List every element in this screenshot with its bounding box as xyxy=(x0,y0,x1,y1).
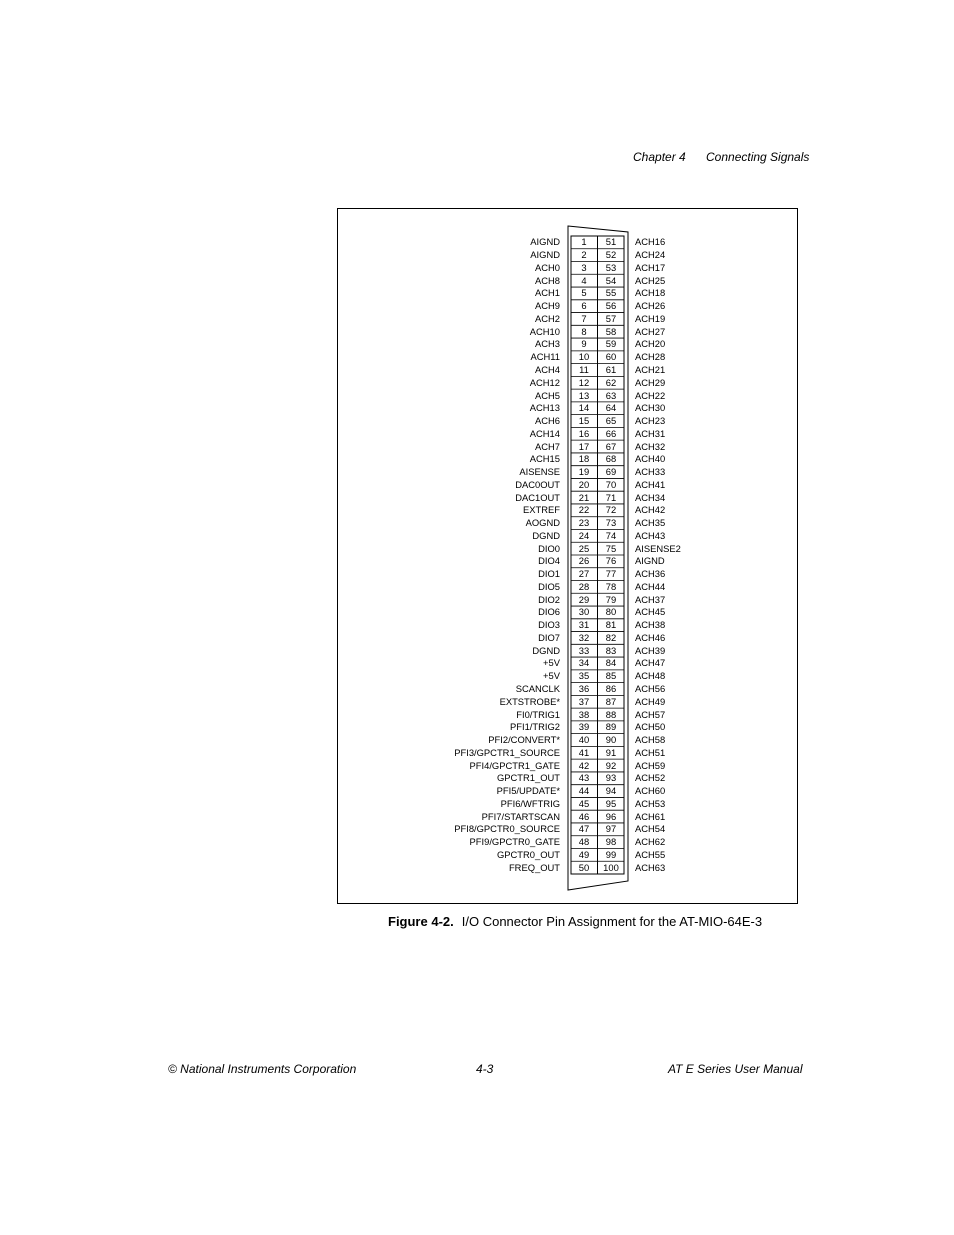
pin-signal-right: ACH23 xyxy=(635,415,666,427)
pin-number-right: 81 xyxy=(605,619,617,631)
pin-number-left: 50 xyxy=(578,861,590,873)
pin-signal-left: ACH13 xyxy=(529,402,560,414)
pin-number-right: 86 xyxy=(605,682,617,694)
pin-signal-right: ACH45 xyxy=(635,606,666,618)
pin-signal-left: ACH3 xyxy=(534,338,560,350)
pin-number-left: 6 xyxy=(581,300,587,312)
pin-signal-right: ACH17 xyxy=(635,261,666,273)
pin-number-right: 55 xyxy=(605,287,617,299)
pin-signal-left: ACH0 xyxy=(534,261,560,273)
pin-signal-left: ACH7 xyxy=(534,440,560,452)
pin-signal-right: ACH22 xyxy=(635,389,666,401)
pin-signal-right: ACH16 xyxy=(635,236,666,248)
pin-signal-right: ACH36 xyxy=(635,568,666,580)
pin-number-left: 19 xyxy=(578,466,590,478)
footer-copyright: © National Instruments Corporation xyxy=(168,1062,357,1076)
pin-signal-left: PFI3/GPCTR1_SOURCE xyxy=(454,746,560,758)
pin-number-left: 18 xyxy=(578,453,590,465)
pin-signal-left: PFI2/CONVERT* xyxy=(488,734,560,746)
pin-signal-left: ACH14 xyxy=(529,427,560,439)
pin-signal-right: ACH62 xyxy=(635,836,666,848)
pin-signal-right: ACH54 xyxy=(635,823,666,835)
header-section: Connecting Signals xyxy=(706,150,810,164)
pin-number-right: 79 xyxy=(605,593,617,605)
figure-title: I/O Connector Pin Assignment for the AT-MIO-64E-3 xyxy=(461,914,763,929)
pin-signal-left: PFI5/UPDATE* xyxy=(496,785,560,797)
pin-number-left: 11 xyxy=(579,363,589,375)
pin-signal-left: EXTREF xyxy=(523,504,560,516)
pin-signal-left: DAC0OUT xyxy=(515,478,560,490)
pin-number-left: 24 xyxy=(578,529,590,541)
pin-signal-right: ACH52 xyxy=(635,772,666,784)
pin-signal-left: AIGND xyxy=(530,249,560,261)
pin-signal-left: PFI6/WFTRIG xyxy=(500,797,560,809)
pin-number-right: 97 xyxy=(605,823,617,835)
pin-number-right: 72 xyxy=(605,504,617,516)
pin-number-left: 33 xyxy=(578,644,590,656)
pin-signal-left: DIO1 xyxy=(538,568,560,580)
pin-signal-left: AISENSE xyxy=(519,466,560,478)
pin-number-right: 89 xyxy=(605,721,617,733)
pin-signal-right: ACH63 xyxy=(635,861,666,873)
pin-number-right: 57 xyxy=(605,312,617,324)
pin-number-left: 8 xyxy=(581,325,587,337)
pin-signal-right: ACH57 xyxy=(635,708,666,720)
pin-number-left: 3 xyxy=(581,261,587,273)
pin-number-right: 77 xyxy=(605,568,617,580)
pin-number-right: 90 xyxy=(605,734,617,746)
pin-number-left: 38 xyxy=(578,708,590,720)
pin-number-right: 73 xyxy=(605,517,617,529)
pin-number-left: 44 xyxy=(578,785,590,797)
figure-number: Figure 4-2. xyxy=(388,914,454,929)
pin-signal-right: ACH34 xyxy=(635,491,666,503)
pin-signal-left: PFI1/TRIG2 xyxy=(509,721,560,733)
pin-signal-left: ACH8 xyxy=(534,274,560,286)
pin-signal-right: ACH46 xyxy=(635,631,666,643)
pin-number-right: 68 xyxy=(605,453,617,465)
pin-signal-left: AOGND xyxy=(525,517,560,529)
pin-signal-right: ACH20 xyxy=(635,338,666,350)
pin-signal-left: DIO7 xyxy=(538,631,560,643)
pin-signal-right: AISENSE2 xyxy=(635,542,681,554)
pin-number-left: 4 xyxy=(581,274,587,286)
pin-number-left: 29 xyxy=(578,593,590,605)
pin-signal-right: ACH26 xyxy=(635,300,666,312)
pin-number-left: 41 xyxy=(578,746,590,758)
pin-signal-right: ACH25 xyxy=(635,274,666,286)
pin-signal-left: ACH1 xyxy=(534,287,560,299)
pin-signal-left: GPCTR0_OUT xyxy=(496,848,560,860)
pin-number-right: 60 xyxy=(605,351,617,363)
pin-signal-left: ACH5 xyxy=(534,389,560,401)
figure-caption xyxy=(388,914,762,929)
pin-number-right: 74 xyxy=(605,529,617,541)
pin-number-left: 42 xyxy=(578,759,590,771)
pin-number-right: 84 xyxy=(605,657,617,669)
pin-number-right: 71 xyxy=(605,491,617,503)
pin-number-right: 76 xyxy=(605,555,617,567)
pin-number-left: 40 xyxy=(578,734,590,746)
pin-number-right: 93 xyxy=(605,772,617,784)
pin-signal-left: ACH6 xyxy=(534,415,560,427)
pin-signal-right: ACH44 xyxy=(635,580,666,592)
pin-number-left: 26 xyxy=(578,555,590,567)
pin-number-right: 64 xyxy=(605,402,617,414)
pin-number-left: 17 xyxy=(578,440,590,452)
pin-number-right: 82 xyxy=(605,631,617,643)
pin-signal-right: ACH38 xyxy=(635,619,666,631)
pin-number-right: 67 xyxy=(605,440,617,452)
pin-number-left: 9 xyxy=(581,338,587,350)
pin-signal-right: ACH41 xyxy=(635,478,666,490)
pin-signal-right: AIGND xyxy=(635,555,665,567)
pin-signal-right: ACH35 xyxy=(635,517,666,529)
pin-number-left: 45 xyxy=(578,797,590,809)
pin-signal-right: ACH56 xyxy=(635,682,666,694)
pin-signal-right: ACH39 xyxy=(635,644,666,656)
pin-signal-right: ACH24 xyxy=(635,249,666,261)
pin-signal-left: ACH4 xyxy=(534,363,560,375)
pin-signal-right: ACH49 xyxy=(635,695,666,707)
pin-signal-right: ACH55 xyxy=(635,848,666,860)
pin-signal-left: DIO0 xyxy=(538,542,560,554)
pin-number-left: 14 xyxy=(578,402,590,414)
pin-number-right: 75 xyxy=(605,542,617,554)
pin-signal-left: DIO6 xyxy=(538,606,560,618)
pin-number-right: 63 xyxy=(605,389,617,401)
pin-signal-left: ACH9 xyxy=(534,300,560,312)
pin-signal-right: ACH53 xyxy=(635,797,666,809)
pin-number-left: 35 xyxy=(578,670,590,682)
pin-number-left: 13 xyxy=(578,389,590,401)
pin-signal-right: ACH30 xyxy=(635,402,666,414)
pin-signal-left: EXTSTROBE* xyxy=(499,695,560,707)
pin-signal-right: ACH29 xyxy=(635,376,666,388)
pin-signal-left: DIO5 xyxy=(538,580,560,592)
pin-number-right: 58 xyxy=(605,325,617,337)
pin-signal-left: PFI4/GPCTR1_GATE xyxy=(469,759,560,771)
pin-signal-left: DGND xyxy=(532,529,560,541)
pin-number-right: 70 xyxy=(605,478,617,490)
pin-number-left: 16 xyxy=(578,427,590,439)
pin-signal-right: ACH21 xyxy=(635,363,666,375)
pin-signal-left: +5V xyxy=(543,670,560,682)
pin-signal-right: ACH37 xyxy=(635,593,666,605)
pin-number-right: 59 xyxy=(605,338,617,350)
pin-number-right: 91 xyxy=(605,746,617,758)
pin-number-right: 100 xyxy=(603,861,619,873)
pin-number-left: 48 xyxy=(578,836,590,848)
pin-number-right: 98 xyxy=(605,836,617,848)
pin-number-right: 65 xyxy=(605,415,617,427)
pin-number-right: 87 xyxy=(605,695,617,707)
pin-number-right: 66 xyxy=(605,427,617,439)
pin-signal-right: ACH19 xyxy=(635,312,666,324)
header-chapter: Chapter 4 xyxy=(633,150,686,164)
pin-number-right: 96 xyxy=(605,810,617,822)
footer-manual-title: AT E Series User Manual xyxy=(668,1062,803,1076)
pin-signal-right: ACH61 xyxy=(635,810,666,822)
pin-signal-left: DIO2 xyxy=(538,593,560,605)
pin-number-left: 2 xyxy=(581,249,587,261)
pin-signal-right: ACH59 xyxy=(635,759,666,771)
pin-signal-left: ACH2 xyxy=(534,312,560,324)
pin-signal-right: ACH51 xyxy=(635,746,666,758)
figure-frame xyxy=(337,208,798,904)
pin-number-right: 95 xyxy=(605,797,617,809)
pin-signal-left: DIO4 xyxy=(538,555,560,567)
pin-signal-right: ACH47 xyxy=(635,657,666,669)
pin-number-right: 62 xyxy=(605,376,617,388)
pin-number-left: 25 xyxy=(578,542,590,554)
footer-page-number: 4-3 xyxy=(476,1062,494,1076)
pin-number-left: 36 xyxy=(578,682,590,694)
pin-signal-left: +5V xyxy=(543,657,560,669)
pin-number-right: 52 xyxy=(605,249,617,261)
pin-signal-right: ACH48 xyxy=(635,670,666,682)
pin-signal-left: ACH15 xyxy=(529,453,560,465)
pin-number-right: 83 xyxy=(605,644,617,656)
pin-number-left: 10 xyxy=(578,351,590,363)
pin-number-left: 21 xyxy=(578,491,590,503)
pin-signal-right: ACH27 xyxy=(635,325,666,337)
pin-number-left: 15 xyxy=(578,415,590,427)
pin-signal-left: FI0/TRIG1 xyxy=(516,708,560,720)
pin-number-right: 56 xyxy=(605,300,617,312)
pin-number-left: 27 xyxy=(578,568,590,580)
pin-signal-right: ACH42 xyxy=(635,504,666,516)
pin-number-right: 69 xyxy=(605,466,617,478)
pin-number-right: 51 xyxy=(605,236,617,248)
pin-signal-left: ACH11 xyxy=(530,351,560,363)
pin-signal-left: ACH12 xyxy=(529,376,560,388)
pin-signal-left: AIGND xyxy=(530,236,560,248)
pin-signal-right: ACH43 xyxy=(635,529,666,541)
pin-number-left: 12 xyxy=(578,376,590,388)
pin-number-left: 39 xyxy=(578,721,590,733)
pin-number-left: 31 xyxy=(578,619,590,631)
pin-signal-left: DIO3 xyxy=(538,619,560,631)
pin-signal-left: PFI9/GPCTR0_GATE xyxy=(469,836,560,848)
pin-number-right: 92 xyxy=(605,759,617,771)
pin-number-right: 99 xyxy=(605,848,617,860)
pin-number-left: 47 xyxy=(578,823,590,835)
pin-number-left: 28 xyxy=(578,580,590,592)
pin-number-left: 22 xyxy=(578,504,590,516)
pin-number-left: 23 xyxy=(578,517,590,529)
pin-number-right: 54 xyxy=(605,274,617,286)
pin-number-left: 37 xyxy=(578,695,590,707)
pin-signal-left: PFI7/STARTSCAN xyxy=(481,810,560,822)
pin-signal-right: ACH31 xyxy=(635,427,666,439)
pin-signal-right: ACH33 xyxy=(635,466,666,478)
connector-outline xyxy=(338,209,799,905)
pin-number-right: 61 xyxy=(605,363,617,375)
pin-signal-right: ACH58 xyxy=(635,734,666,746)
pin-signal-left: FREQ_OUT xyxy=(508,861,560,873)
pin-number-left: 34 xyxy=(578,657,590,669)
pin-signal-left: SCANCLK xyxy=(515,682,560,694)
pin-signal-right: ACH32 xyxy=(635,440,666,452)
pin-number-right: 80 xyxy=(605,606,617,618)
pin-signal-left: GPCTR1_OUT xyxy=(496,772,560,784)
pin-number-left: 7 xyxy=(581,312,587,324)
pin-signal-left: DAC1OUT xyxy=(515,491,560,503)
pin-number-left: 30 xyxy=(578,606,590,618)
pin-number-left: 1 xyxy=(581,236,587,248)
pin-number-left: 49 xyxy=(578,848,590,860)
pin-signal-left: PFI8/GPCTR0_SOURCE xyxy=(454,823,560,835)
pin-number-right: 88 xyxy=(605,708,617,720)
pin-signal-left: ACH10 xyxy=(529,325,560,337)
pin-signal-left: DGND xyxy=(532,644,560,656)
pin-number-left: 43 xyxy=(578,772,590,784)
pin-number-right: 94 xyxy=(605,785,617,797)
pin-signal-right: ACH40 xyxy=(635,453,666,465)
pin-number-left: 5 xyxy=(581,287,587,299)
pin-signal-right: ACH18 xyxy=(635,287,666,299)
pin-number-left: 20 xyxy=(578,478,590,490)
pin-number-right: 53 xyxy=(605,261,617,273)
pin-number-left: 46 xyxy=(578,810,590,822)
pin-signal-right: ACH28 xyxy=(635,351,666,363)
pin-signal-right: ACH60 xyxy=(635,785,666,797)
pin-number-right: 78 xyxy=(605,580,617,592)
pin-number-left: 32 xyxy=(578,631,590,643)
pin-number-right: 85 xyxy=(605,670,617,682)
pin-signal-right: ACH50 xyxy=(635,721,666,733)
